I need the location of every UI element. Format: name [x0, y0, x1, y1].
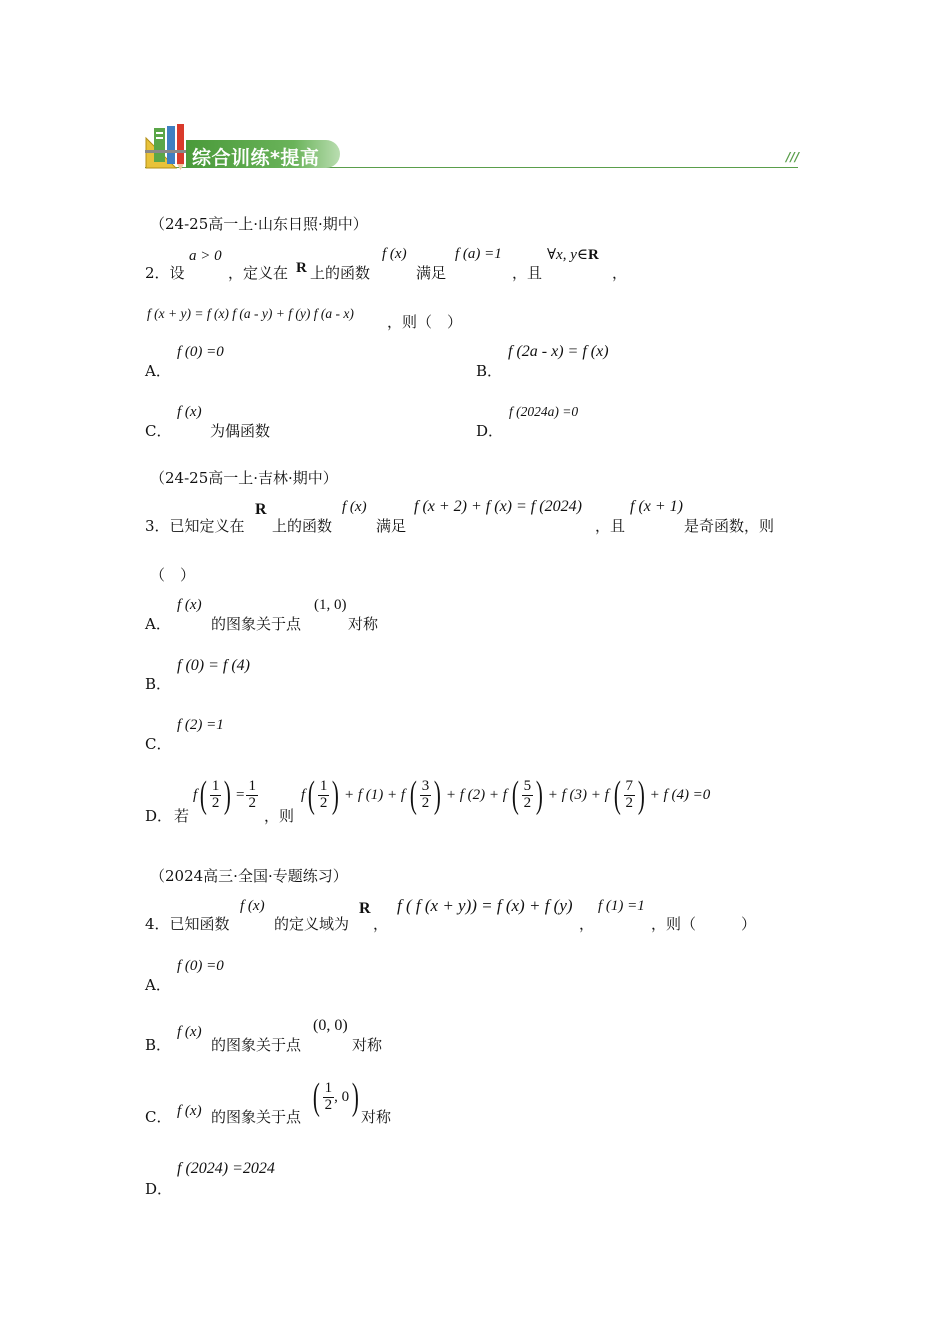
- stationery-icon: [144, 124, 192, 170]
- denominator: 2: [324, 1096, 333, 1113]
- denominator: 2: [523, 794, 532, 811]
- option-text: 的图象关于点: [211, 1108, 302, 1126]
- option-text: 为偶函数: [210, 422, 271, 440]
- text: 满足: [416, 264, 447, 282]
- option-label: A．: [145, 615, 171, 633]
- fraction-half-value: [246, 779, 258, 812]
- answer-prompt: ，则（ ）: [387, 313, 463, 331]
- function-fx: f (x): [240, 898, 265, 914]
- option-math: f (0) =0: [177, 958, 224, 974]
- option-label: B．: [476, 362, 503, 380]
- option-math: f (x): [177, 597, 202, 613]
- point: [310, 1078, 362, 1116]
- option-text: 对称: [352, 1036, 383, 1054]
- condition-equation: f (x + 2) + f (x) = f (2024): [414, 498, 582, 515]
- text: 上的函数: [310, 264, 371, 282]
- paren-right: ): [224, 774, 232, 816]
- question-number: 3．已知定义在: [145, 517, 245, 535]
- text: 上的函数: [272, 517, 333, 535]
- paren-left: (: [613, 774, 621, 816]
- numerator: 1: [211, 777, 220, 794]
- condition-a: a > 0: [189, 248, 222, 264]
- question-number: 2．设: [145, 264, 185, 282]
- option-math: f (2) =1: [177, 717, 224, 733]
- functional-equation: f ( f (x + y)) = f (x) + f (y): [397, 896, 573, 915]
- denominator: 2: [625, 794, 633, 811]
- condition-f1: f (1) =1: [598, 898, 645, 914]
- text: ，且: [512, 264, 543, 282]
- option-label: D．: [145, 1180, 173, 1198]
- option-label: B．: [145, 675, 172, 693]
- point: (1, 0): [314, 597, 347, 613]
- question-source: （2024高三·全国·专题练习）: [150, 867, 348, 885]
- real-set: R: [255, 501, 267, 518]
- option-text: 的图象关于点: [211, 615, 302, 633]
- paren-right: ): [637, 774, 645, 816]
- numerator: 3: [421, 777, 430, 794]
- option-label: A．: [145, 976, 171, 994]
- option-text: ，则: [264, 807, 295, 825]
- text: 的定义域为: [274, 915, 350, 933]
- option-math: f (2a - x) = f (x): [508, 343, 609, 360]
- function-fx1: f (x + 1): [630, 498, 683, 515]
- real-set: R: [587, 247, 599, 263]
- sum-expression: [301, 776, 712, 814]
- paren-left: (: [312, 1076, 320, 1118]
- paren-right: ): [535, 774, 543, 816]
- paren-left: (: [200, 774, 207, 816]
- paren-left: (: [511, 774, 519, 816]
- numerator: 7: [625, 777, 633, 794]
- option-text: 对称: [361, 1108, 392, 1126]
- answer-prompt: （ ）: [150, 566, 196, 584]
- point: (0, 0): [313, 1017, 348, 1034]
- func-symbol: f: [193, 786, 198, 803]
- sum-term: + f (2) + f: [445, 786, 507, 803]
- sum-term: + f (4) =0: [649, 786, 711, 803]
- denominator: 2: [211, 794, 220, 811]
- premise-expression: [193, 776, 258, 814]
- option-math: f (x): [177, 1103, 202, 1119]
- question-source: （24-25高一上·吉林·期中）: [150, 469, 338, 487]
- denominator: 2: [319, 794, 328, 811]
- numerator: 1: [324, 1079, 333, 1096]
- paren-right: ): [352, 1076, 359, 1118]
- option-label: B．: [145, 1036, 172, 1054]
- paren-left: (: [308, 774, 315, 816]
- text: ，且: [595, 517, 626, 535]
- option-math: f (0) = f (4): [177, 657, 250, 674]
- option-label: C．: [145, 1108, 172, 1126]
- option-label: C．: [145, 735, 172, 753]
- denominator: 2: [421, 794, 430, 811]
- fraction-half: [210, 779, 222, 812]
- text: ，: [373, 915, 389, 933]
- forall-text: ∀x, y∈: [547, 247, 588, 263]
- answer-prompt: ，则（ ）: [651, 915, 757, 933]
- sum-term: + f (1) + f: [343, 786, 406, 803]
- question-number: 4．已知函数: [145, 915, 230, 933]
- function-fx: f (x): [382, 246, 407, 262]
- sum-term: + f (3) + f: [547, 786, 609, 803]
- point-rest: , 0: [334, 1088, 350, 1105]
- func-symbol: f: [301, 786, 306, 803]
- text: ，定义在: [228, 264, 289, 282]
- function-fx: f (x): [342, 499, 367, 515]
- numerator: 5: [523, 777, 532, 794]
- option-math: f (x): [177, 404, 202, 420]
- numerator: 1: [248, 777, 256, 794]
- condition-fa: f (a) =1: [455, 246, 502, 262]
- functional-equation: f (x + y) = f (x) f (a - y) + f (y) f (a - x): [147, 306, 354, 321]
- option-math: f (2024a) =0: [509, 404, 579, 419]
- real-set: R: [359, 900, 371, 917]
- text: ，: [579, 915, 595, 933]
- option-text: 对称: [348, 615, 379, 633]
- section-title: 综合训练*提高: [192, 147, 320, 169]
- option-label: D．: [476, 422, 504, 440]
- option-text: 若: [174, 807, 190, 825]
- forall-quantifier: [547, 245, 599, 264]
- text: ，: [612, 264, 628, 282]
- option-label: A．: [145, 362, 171, 380]
- option-label: C．: [145, 422, 172, 440]
- header-marker: ///: [786, 150, 800, 164]
- text: 是奇函数，则: [684, 517, 775, 535]
- denominator: 2: [248, 794, 256, 811]
- option-text: 的图象关于点: [211, 1036, 302, 1054]
- paren-right: ): [332, 774, 340, 816]
- option-math: f (x): [177, 1024, 202, 1040]
- option-math: f (2024) =2024: [177, 1160, 275, 1177]
- numerator: 1: [319, 777, 328, 794]
- text: 满足: [376, 517, 407, 535]
- question-source: （24-25高一上·山东日照·期中）: [150, 215, 368, 233]
- equals: =: [235, 786, 245, 803]
- option-label: D．: [145, 807, 173, 825]
- real-set: R: [296, 260, 307, 276]
- paren-right: ): [434, 774, 442, 816]
- paren-left: (: [409, 774, 417, 816]
- option-math: f (0) =0: [177, 344, 224, 360]
